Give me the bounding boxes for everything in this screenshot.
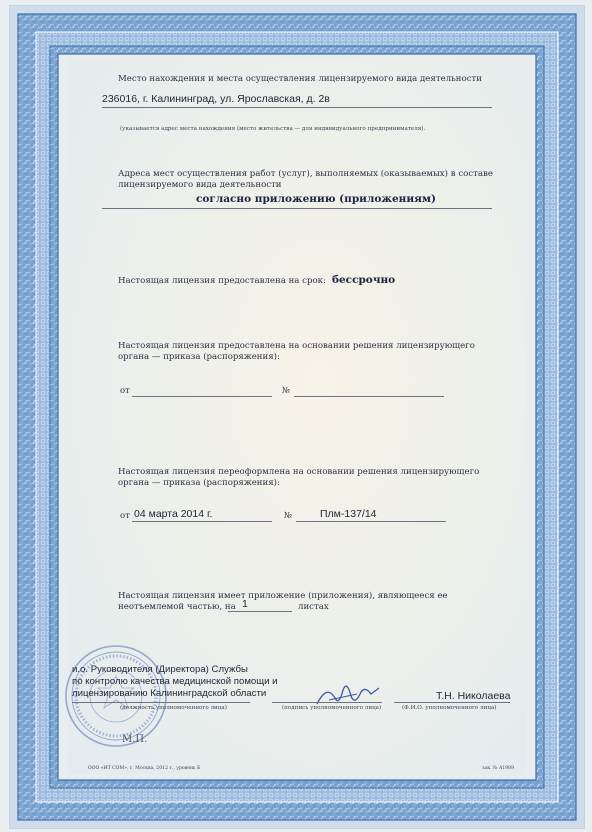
appendix-unit: листах <box>298 602 329 612</box>
printer-imprint: ООО «ИТ СОМ», г. Москва, 2012 г., уровень Б <box>88 766 201 771</box>
reissue-from-label: от <box>120 511 130 521</box>
work-addresses-line1: Адреса мест осуществления работ (услуг), выполняемых (оказываемых) в составе <box>118 169 493 179</box>
address-value: 236016, г. Калининград, ул. Ярославская, д. 2в <box>102 93 330 105</box>
appendix-count: 1 <box>242 598 248 610</box>
reissue-line1: Настоящая лицензия переоформлена на основании решения лицензирующего <box>118 467 480 477</box>
signatory-line1: и.о. Руководителя (Директора) Службы <box>72 664 248 675</box>
reissue-date-line <box>132 521 272 522</box>
form-number: зак. № А1989 <box>482 766 515 771</box>
reissue-number: Плм-137/14 <box>320 508 377 520</box>
signature-caption: (подпись уполномоченного лица) <box>282 705 382 711</box>
reissue-number-label: № <box>284 511 293 521</box>
signatory-line <box>72 702 250 703</box>
term-label: Настоящая лицензия предоставлена на срок: <box>118 276 326 286</box>
work-addresses-line2: лицензируемого вида деятельности <box>118 180 282 190</box>
appendix-count-line <box>228 611 292 612</box>
address-underline <box>102 107 492 108</box>
basis-number-label: № <box>282 386 291 396</box>
basis-line2: органа — приказа (распоряжения): <box>118 352 280 362</box>
signatory-name: Т.Н. Николаева <box>436 690 511 702</box>
reissue-date: 04 марта 2014 г. <box>134 508 213 520</box>
term-value: бессрочно <box>332 274 396 286</box>
name-caption: (Ф.И.О. уполномоченного лица) <box>402 705 497 711</box>
signatory-caption: (должность уполномоченного лица) <box>120 705 227 711</box>
reissue-number-line <box>296 521 446 522</box>
appendix-line2: неотъемлемой частью, на <box>118 602 236 612</box>
basis-line1: Настоящая лицензия предоставлена на основании решения лицензирующего <box>118 341 475 351</box>
license-sheet <box>10 6 584 828</box>
appendix-line1: Настоящая лицензия имеет приложение (приложения), являющееся ее <box>118 591 448 601</box>
stamp-place: М.П. <box>122 734 148 745</box>
per-appendix-value: согласно приложению (приложениям) <box>196 193 436 205</box>
reissue-line2: органа — приказа (распоряжения): <box>118 478 280 488</box>
name-line <box>394 702 510 703</box>
basis-date-line <box>132 396 272 397</box>
basis-from-label: от <box>120 386 130 396</box>
location-heading: Место нахождения и места осуществления лицензируемого вида деятельности <box>118 74 482 84</box>
signatory-line3: лицензированию Калининградской области <box>72 688 267 699</box>
signature-line <box>272 702 382 703</box>
basis-number-line <box>294 396 444 397</box>
signatory-line2: по контролю качества медицинской помощи и <box>72 676 278 687</box>
work-underline <box>102 208 492 209</box>
address-note: (указывается адрес места нахождения (место жительства — для индивидуального предпринимателя). <box>120 126 426 132</box>
